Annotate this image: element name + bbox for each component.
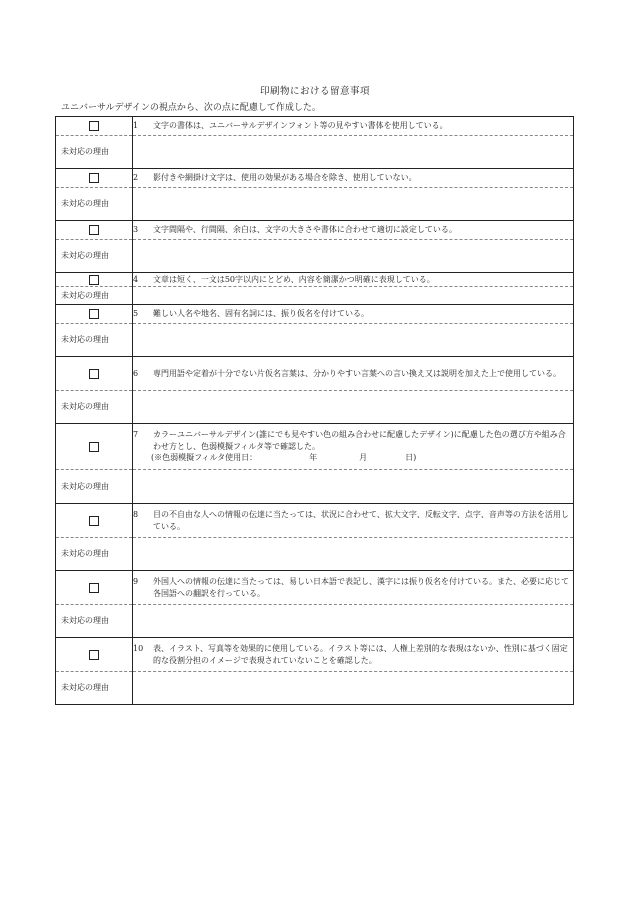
checklist-item-row xyxy=(56,357,574,391)
item-cell xyxy=(133,424,574,470)
item-text: 目の不自由な人への情報の伝達に当たっては、状況に合わせて、拡大文字、反転文字、点字、音声等の方法を活用している。 xyxy=(153,510,569,531)
checkbox-cell xyxy=(56,571,133,605)
checkbox-cell xyxy=(56,117,133,136)
reason-label: 未対応の理由 xyxy=(56,188,133,221)
checkbox[interactable] xyxy=(89,442,99,452)
item-cell xyxy=(133,117,574,136)
checkbox-cell xyxy=(56,638,133,672)
checkbox-cell xyxy=(56,305,133,324)
page-subtitle: ユニバーサルデザインの視点から、次の点に配慮して作成した。 xyxy=(61,103,321,113)
reason-field[interactable] xyxy=(133,538,574,571)
reason-row xyxy=(56,240,574,273)
item-number: 7 xyxy=(133,430,139,440)
item-number: 4 xyxy=(133,274,139,284)
checkbox-cell xyxy=(56,221,133,240)
item-number: 1 xyxy=(133,121,139,131)
item-text: 文字間隔や、行間隔、余白は、文字の大きさや書体に合わせて適切に設定している。 xyxy=(153,225,457,235)
checkbox[interactable] xyxy=(89,369,99,379)
reason-label: 未対応の理由 xyxy=(56,391,133,424)
checklist-item-row xyxy=(56,504,574,538)
item-text: 表、イラスト、写真等を効果的に使用している。イラスト等には、人権上差別的な表現はないか、性別に基づく固定的な役割分担のイメージで表現されていないことを確認した。 xyxy=(153,644,568,665)
reason-label: 未対応の理由 xyxy=(56,470,133,504)
filter-date-label: (※色弱模擬フィルタ使用日： xyxy=(151,453,258,463)
reason-row xyxy=(56,672,574,705)
item-text: 難しい人名や地名、固有名詞には、振り仮名を付けている。 xyxy=(153,309,369,319)
year-label: 年 xyxy=(309,453,318,463)
checkbox-cell xyxy=(56,273,133,287)
reason-row xyxy=(56,470,574,504)
checkbox[interactable] xyxy=(89,309,99,319)
item-number: 5 xyxy=(133,309,139,319)
item-cell xyxy=(133,273,574,287)
reason-row xyxy=(56,324,574,357)
checklist-item-row xyxy=(56,117,574,136)
checklist-item-row xyxy=(56,273,574,287)
item-cell xyxy=(133,504,574,538)
item-cell xyxy=(133,357,574,391)
item-text: 外国人への情報の伝達に当たっては、易しい日本語で表記し、漢字には振り仮名を付けている。また、必要に応じて各国語への翻訳を行っている。 xyxy=(153,577,569,598)
checkbox[interactable] xyxy=(89,583,99,593)
checkbox-cell xyxy=(56,357,133,391)
reason-row xyxy=(56,136,574,169)
reason-row xyxy=(56,287,574,305)
reason-label: 未対応の理由 xyxy=(56,240,133,273)
checkbox-cell xyxy=(56,424,133,470)
reason-field[interactable] xyxy=(133,605,574,638)
checklist-item-row xyxy=(56,221,574,240)
checkbox[interactable] xyxy=(89,121,99,131)
reason-field[interactable] xyxy=(133,324,574,357)
checklist-item-row xyxy=(56,571,574,605)
item-number: 8 xyxy=(133,510,139,519)
item-cell xyxy=(133,169,574,188)
reason-label: 未対応の理由 xyxy=(56,136,133,169)
reason-label: 未対応の理由 xyxy=(56,324,133,357)
checklist-item-row xyxy=(56,305,574,324)
item-number: 9 xyxy=(133,577,139,586)
reason-field[interactable] xyxy=(133,287,574,305)
reason-label: 未対応の理由 xyxy=(56,605,133,638)
day-label: 日) xyxy=(405,453,417,463)
item-text: 影付きや網掛け文字は、使用の効果がある場合を除き、使用していない。 xyxy=(153,173,417,183)
checkbox[interactable] xyxy=(89,275,99,285)
item-text: 専門用語や定着が十分でない片仮名言葉は、分かりやすい言葉への言い換え又は説明を加えた上で使用している。 xyxy=(153,368,561,378)
page-title: 印刷物における留意事項 xyxy=(259,86,370,97)
item-cell xyxy=(133,221,574,240)
reason-row xyxy=(56,605,574,638)
reason-label: 未対応の理由 xyxy=(56,672,133,705)
item-number: 6 xyxy=(133,368,139,378)
reason-row xyxy=(56,391,574,424)
reason-field[interactable] xyxy=(133,672,574,705)
item-text: カラーユニバーサルデザイン(誰にでも見やすい色の組み合わせに配慮したデザイン)に配慮した色の選び方や組み合わせ方とし、色弱模擬フィルタ等で確認した。 xyxy=(153,430,566,451)
item-text: 文字の書体は、ユニバーサルデザインフォント等の見やすい書体を使用している。 xyxy=(153,121,448,131)
item-number: 2 xyxy=(133,173,139,183)
checkbox[interactable] xyxy=(89,173,99,183)
checkbox[interactable] xyxy=(89,516,99,526)
item-text: 文章は短く、一文は50字以内にとどめ、内容を簡潔かつ明確に表現している。 xyxy=(153,274,435,284)
checkbox[interactable] xyxy=(89,225,99,235)
reason-label: 未対応の理由 xyxy=(56,287,133,305)
checklist-item-row xyxy=(56,424,574,470)
reason-row xyxy=(56,538,574,571)
checklist-item-row xyxy=(56,638,574,672)
month-label: 月 xyxy=(359,453,368,463)
item-cell xyxy=(133,305,574,324)
item-cell xyxy=(133,571,574,605)
item-number: 10 xyxy=(133,644,144,653)
checkbox-cell xyxy=(56,504,133,538)
reason-field[interactable] xyxy=(133,470,574,504)
reason-field[interactable] xyxy=(133,240,574,273)
filter-date-line xyxy=(133,452,573,464)
checklist-item-row xyxy=(56,169,574,188)
reason-field[interactable] xyxy=(133,136,574,169)
checkbox-cell xyxy=(56,169,133,188)
reason-field[interactable] xyxy=(133,391,574,424)
reason-field[interactable] xyxy=(133,188,574,221)
checkbox[interactable] xyxy=(89,650,99,660)
item-cell xyxy=(133,638,574,672)
reason-row xyxy=(56,188,574,221)
checklist-table xyxy=(55,116,574,705)
item-number: 3 xyxy=(133,225,139,235)
reason-label: 未対応の理由 xyxy=(56,538,133,571)
